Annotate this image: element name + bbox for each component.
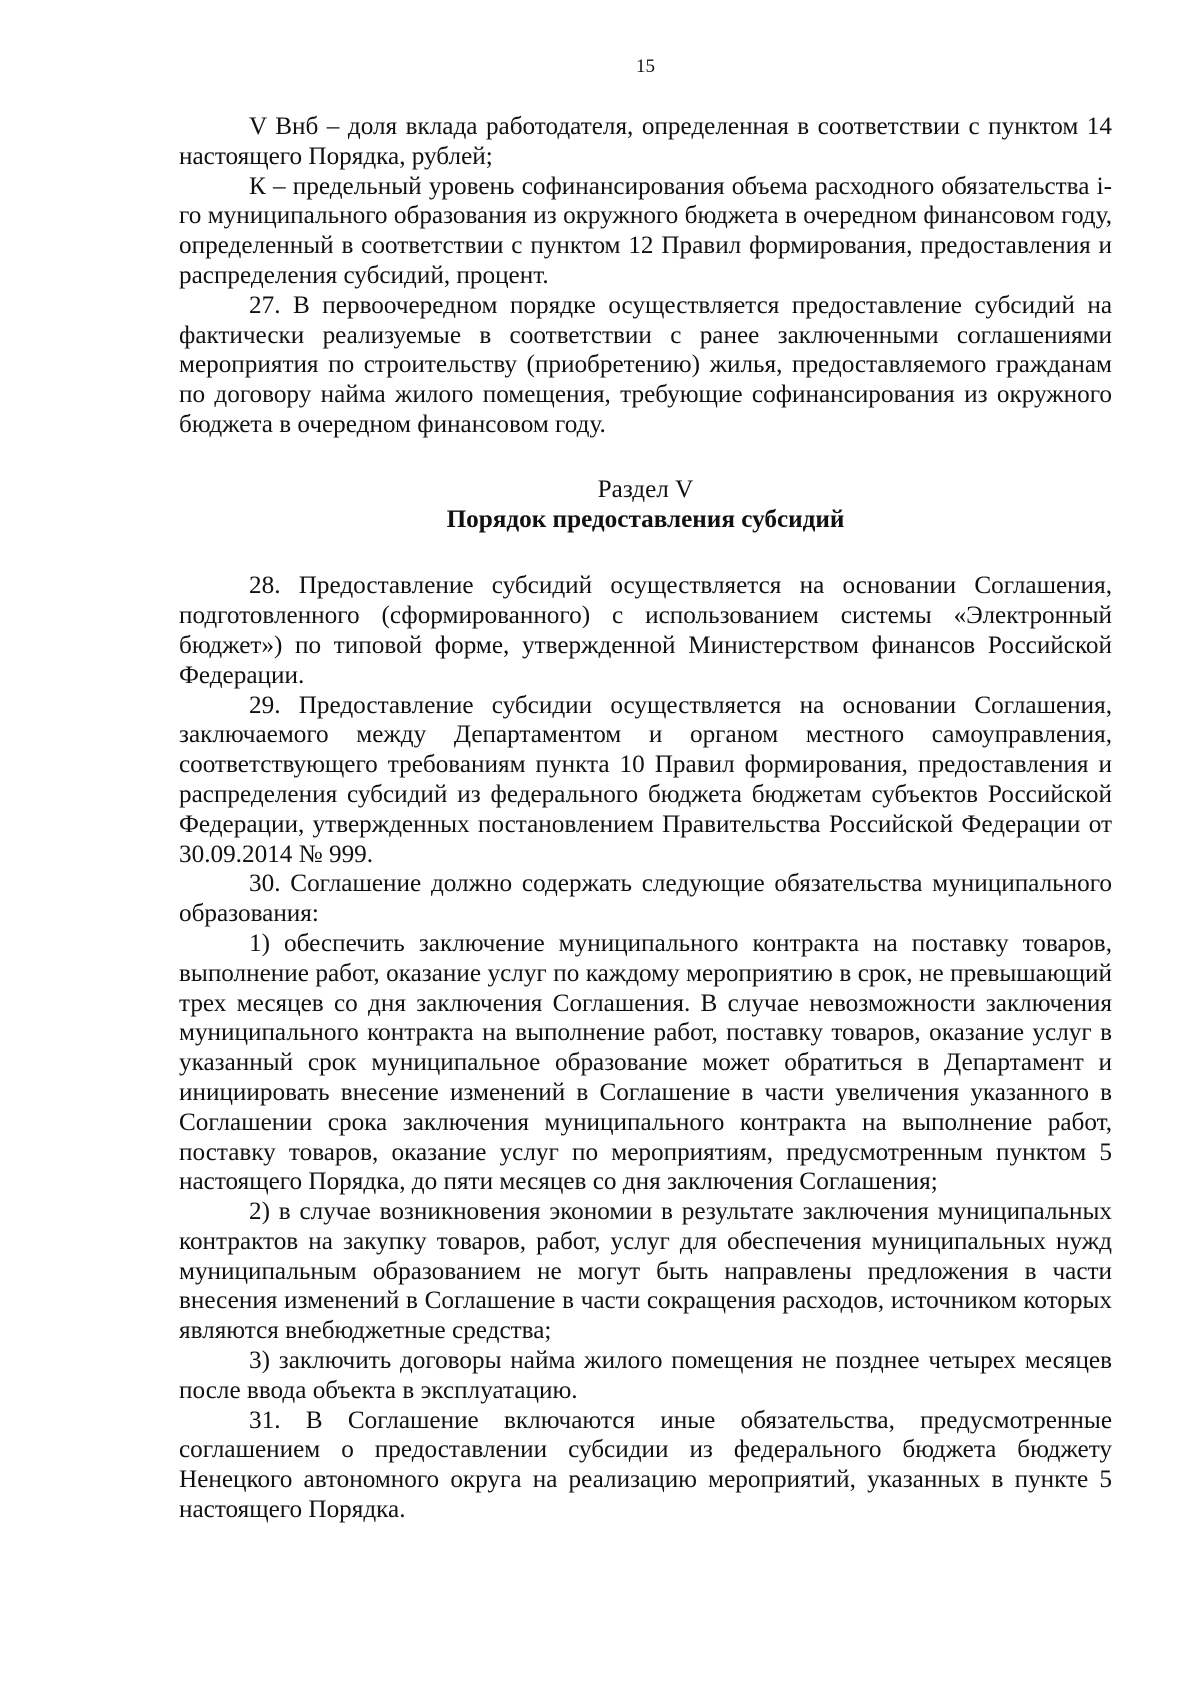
paragraph-30: 30. Соглашение должно содержать следующие обязательства муниципального образования:: [179, 870, 1112, 928]
paragraph-30-item-2: 2) в случае возникновения экономии в результате заключения муниципальных контрактов на закупку товаров, работ, услуг для обеспечения муниципальных нужд муниципальным образованием не могут быть направлены предложения в части внесения изменений в Соглашение в части сокращения расходов, источником которых являются внебюджетные средства;: [179, 1198, 1112, 1345]
paragraph-27: 27. В первоочередном порядке осуществляется предоставление субсидий на фактически реализуемые в соответствии с ранее заключенными соглашениями мероприятия по строительству (приобретению) жилья, предоставляемого гражданам по договору найма жилого помещения, требующие софинансирования из окружного бюджета в очередном финансовом году.: [179, 291, 1112, 438]
page-number: 15: [636, 56, 655, 77]
paragraph-k: К – предельный уровень софинансирования объема расходного обязательства i-го муниципального образования из окружного бюджета в очередном финансовом году, определенный в соответствии с пунктом 12 Правил формирования, предоставления и распределения субсидий, процент.: [179, 172, 1112, 289]
paragraph-28: 28. Предоставление субсидий осуществляется на основании Соглашения, подготовленного (сформированного) с использованием системы «Электронный бюджет») по типовой форме, утвержденной Министерством финансов Российской Федерации.: [179, 572, 1112, 689]
section-title: Порядок предоставления субсидий: [446, 505, 845, 533]
paragraph-29: 29. Предоставление субсидии осуществляется на основании Соглашения, заключаемого между Департаментом и органом местного самоуправления, соответствующего требованиям пункта 10 Правил формирования, предоставления и распределения субсидий из федерального бюджета бюджетам субъектов Российской Федерации, утвержденных постановлением Правительства Российской Федерации от 30.09.2014 № 999.: [179, 691, 1112, 868]
document-body: [179, 112, 1112, 1525]
paragraph-30-item-3: 3) заключить договоры найма жилого помещения не позднее четырех месяцев после ввода объекта в эксплуатацию.: [179, 1347, 1112, 1404]
paragraph-30-item-1: 1) обеспечить заключение муниципального контракта на поставку товаров, выполнение работ, оказание услуг по каждому мероприятию в срок, не превышающий трех месяцев со дня заключения Соглашения. В случае невозможности заключения муниципального контракта на выполнение работ, поставку товаров, оказание услуг в указанный срок муниципальное образование может обратиться в Департамент и инициировать внесение изменений в Соглашение в части увеличения указанного в Соглашении срока заключения муниципального контракта на выполнение работ, поставку товаров, оказание услуг по мероприятиям, предусмотренным пунктом 5 настоящего Порядка, до пяти месяцев со дня заключения Соглашения;: [179, 929, 1112, 1196]
section-number: Раздел V: [597, 475, 694, 503]
paragraph-v-vnb: V Внб – доля вклада работодателя, определенная в соответствии с пунктом 14 настоящего Порядка, рублей;: [179, 113, 1112, 170]
paragraph-31: 31. В Соглашение включаются иные обязательства, предусмотренные соглашением о предоставлении субсидии из федерального бюджета бюджету Ненецкого автономного округа на реализацию мероприятий, указанных в пункте 5 настоящего Порядка.: [179, 1406, 1112, 1524]
